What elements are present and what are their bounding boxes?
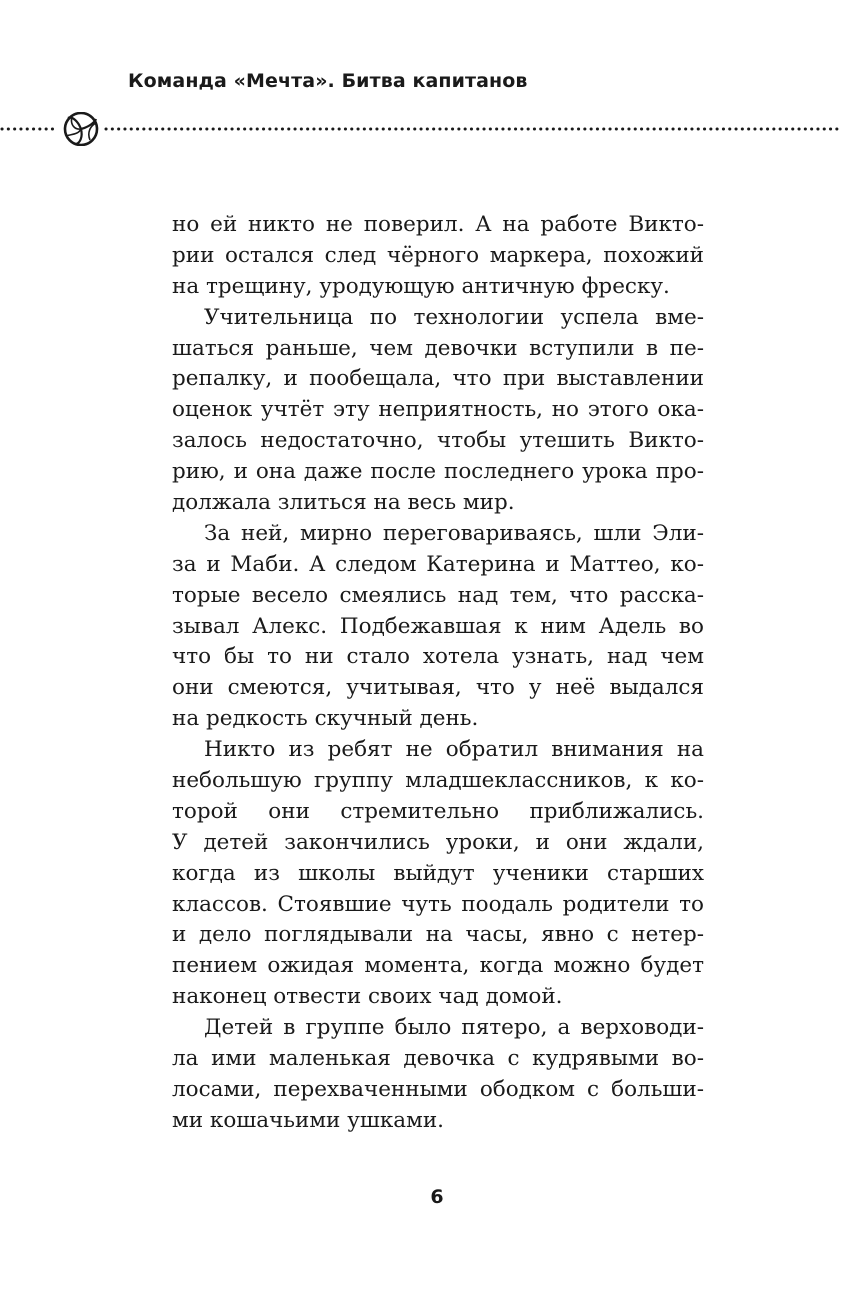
header-rule — [0, 112, 844, 146]
text-line: шаться раньше, чем девочки вступили в пе- — [172, 335, 704, 361]
text-line: ми кошачьими ушками. — [172, 1107, 444, 1133]
text-line: залось недостаточно, чтобы утешить Викто- — [172, 428, 704, 454]
text-line: Детей в группе было пятеро, а верховоди- — [204, 1015, 704, 1041]
running-title: Команда «Мечта». Битва капитанов — [128, 70, 528, 92]
text-line: наконец отвести своих чад домой. — [172, 984, 563, 1010]
volleyball-icon — [65, 113, 97, 145]
text-line: на трещину, уродующую античную фреску. — [172, 273, 670, 299]
text-line: рию, и она даже после последнего урока про- — [172, 459, 704, 485]
text-line: но ей никто не поверил. А на работе Викто- — [172, 212, 704, 237]
text-line: зывал Алекс. Подбежавшая к ним Адель во — [172, 613, 704, 639]
text-line: ла ими маленькая девочка с кудрявыми во- — [172, 1046, 704, 1072]
page-number: 6 — [430, 1186, 444, 1208]
text-line: рии остался след чёрного маркера, похожий — [172, 242, 704, 268]
text-line: пением ожидая момента, когда можно будет — [172, 953, 704, 979]
text-line: Никто из ребят не обратил внимания на — [204, 737, 704, 763]
text-line: что бы то ни стало хотела узнать, над чем — [172, 644, 704, 670]
text-line: когда из школы выйдут ученики старших — [172, 860, 704, 886]
text-line: на редкость скучный день. — [172, 706, 479, 732]
text-line: лосами, перехваченными ободком с больши- — [172, 1076, 704, 1102]
text-line: и дело поглядывали на часы, явно с нетер- — [172, 922, 704, 948]
body-text — [172, 210, 704, 1137]
text-line: репалку, и пообещала, что при выставлении — [172, 366, 704, 392]
text-line: классов. Стоявшие чуть поодаль родители то — [172, 891, 704, 917]
text-line: за и Маби. А следом Катерина и Маттео, ко- — [172, 551, 704, 577]
text-line: они смеются, учитывая, что у неё выдался — [172, 675, 704, 701]
text-line: За ней, мирно переговариваясь, шли Эли- — [204, 520, 704, 546]
text-line: торой они стремительно приближались. — [172, 798, 704, 824]
text-line: Учительница по технологии успела вме- — [204, 304, 704, 330]
text-line: торые весело смеялись над тем, что расска- — [172, 582, 704, 608]
text-line: оценок учтёт эту неприятность, но этого ока- — [172, 397, 704, 423]
text-line: небольшую группу младшеклассников, к ко- — [172, 768, 704, 794]
text-line: должала злиться на весь мир. — [172, 490, 515, 516]
text-line: У детей закончились уроки, и они ждали, — [172, 829, 704, 855]
